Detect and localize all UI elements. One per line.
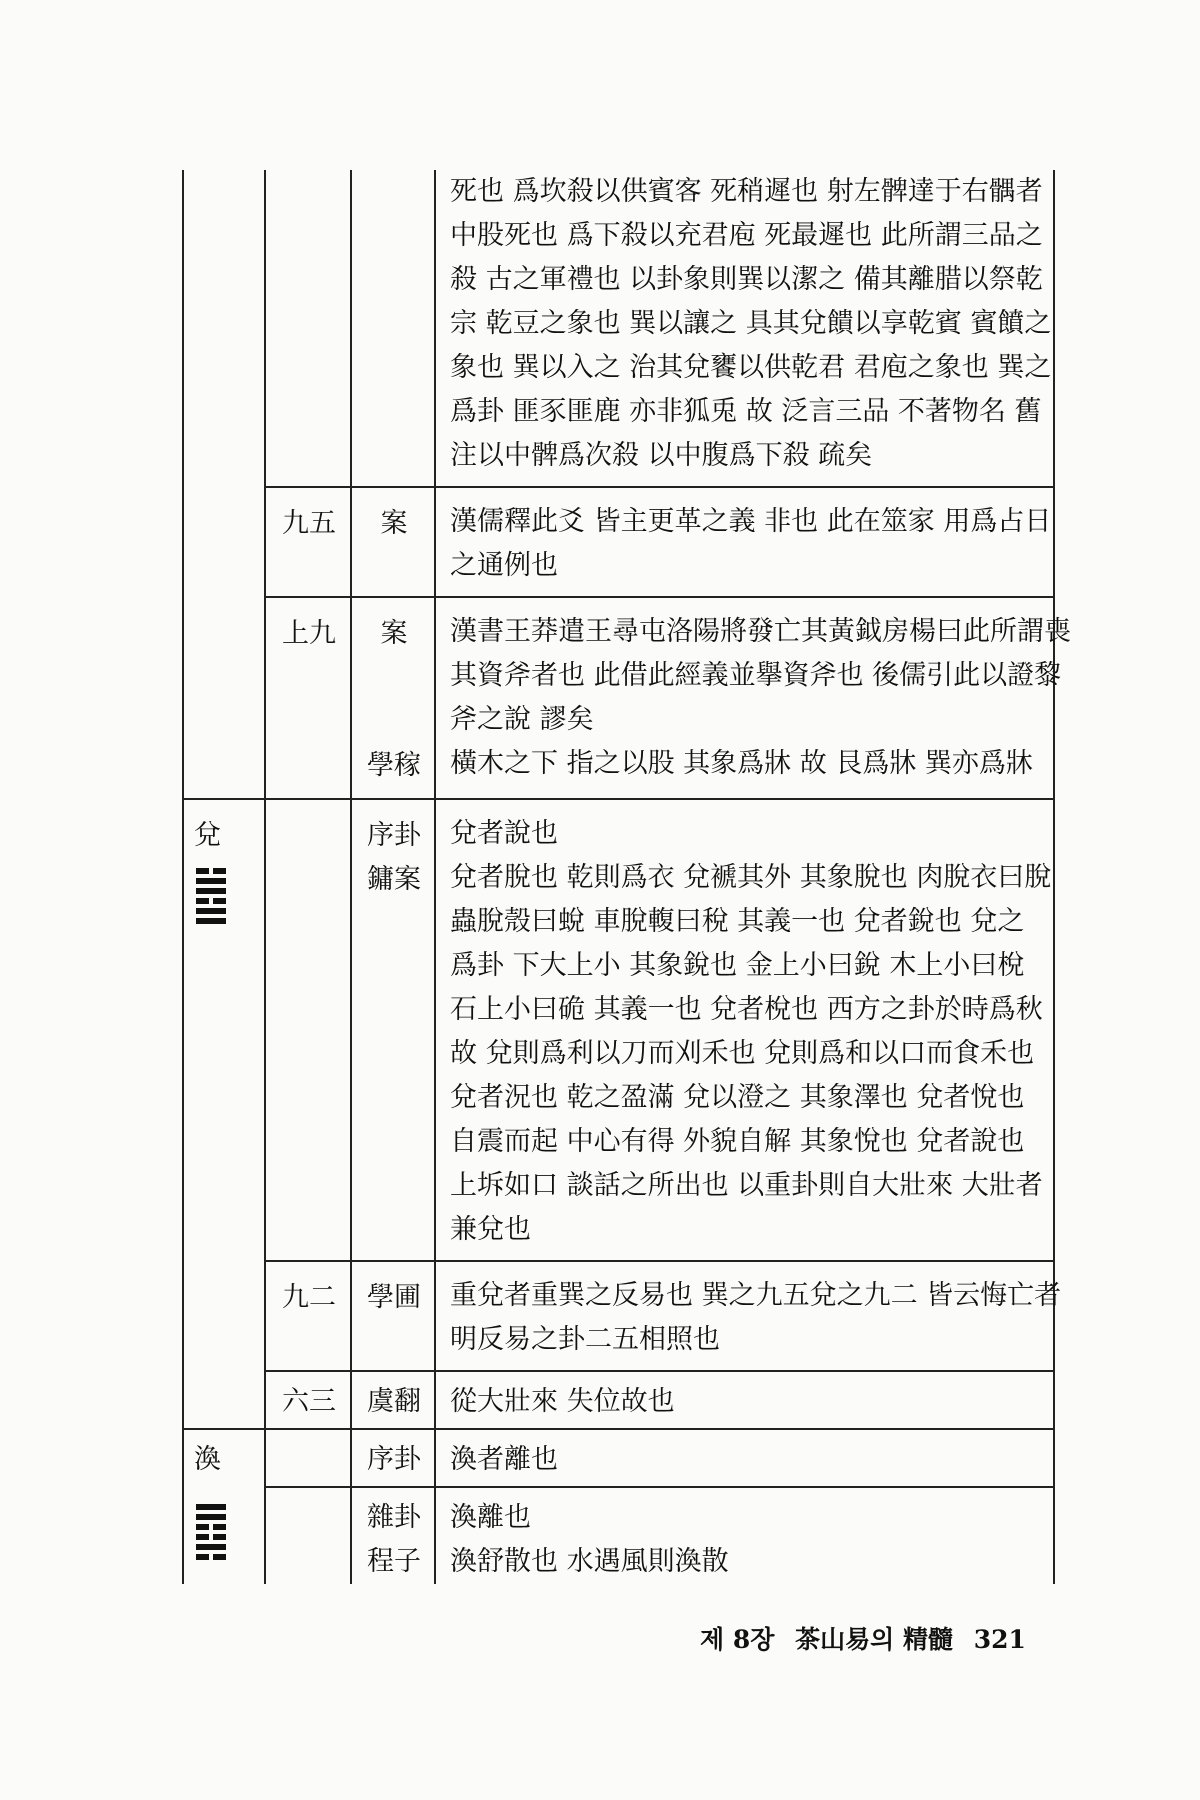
commentary-line: 兌者說也 [450,818,558,849]
commentary-line: 漢書王莽遣王尋屯洛陽將發亡其黃鉞房楊曰此所謂喪 [450,616,1071,647]
commentary-line: 自震而起 中心有得 外貌自解 其象悅也 兌者說也 [450,1126,1025,1157]
source-label: 程子 [367,1546,421,1577]
commentary-line: 故 兌則爲利以刀而刈禾也 兌則爲和以口而食禾也 [450,1038,1035,1069]
table-row [183,597,1054,799]
table-row [183,1261,1054,1371]
commentary-line: 爲卦 匪豕匪鹿 亦非狐兎 故 泛言三品 不著物名 舊 [450,396,1042,427]
source-cell-empty [351,170,435,487]
commentary-line: 石上小曰硊 其義一也 兌者梲也 西方之卦於時爲秋 [450,994,1043,1025]
commentary-table [182,170,1071,1584]
commentary-line: 兌者況也 乾之盈滿 兌以澄之 其象澤也 兌者悅也 [450,1082,1025,1113]
hexagram-dui-icon [196,868,226,924]
table-row [183,487,1054,597]
source-cell [351,1261,435,1371]
table-row [183,1487,1054,1584]
source-label: 序卦 [367,820,421,851]
hexagram-cell [183,1429,265,1584]
source-label: 案 [380,618,408,649]
yao-cell [265,1261,351,1371]
commentary-cell [435,1371,1054,1429]
commentary-line: 兼兌也 [450,1214,531,1245]
source-label: 雜卦 [367,1502,421,1533]
commentary-line: 之通例也 [450,550,558,581]
commentary-line: 注以中髀爲次殺 以中腹爲下殺 疏矣 [450,440,873,471]
commentary-line: 殺 古之軍禮也 以卦象則巽以潔之 備其離腊以祭乾 [450,264,1043,295]
continuation-row [183,170,1054,487]
table-row [183,1429,1054,1487]
source-cell [351,799,435,1261]
commentary-cell [435,1261,1062,1371]
yao-label: 六三 [282,1386,336,1417]
yao-cell-empty [265,799,351,1261]
hexagram-cell [183,799,265,1429]
yao-label: 九二 [282,1282,336,1313]
yao-cell [265,597,351,799]
chapter-title: 茶山易의 精髓 [795,1625,953,1654]
commentary-cell [435,799,1054,1261]
commentary-line: 斧之說 謬矣 [450,704,594,735]
commentary-line: 宗 乾豆之象也 巽以讓之 具其兌饋以享乾賓 賓饙之 [450,308,1052,339]
commentary-line: 從大壯來 失位故也 [450,1386,675,1417]
commentary-line: 渙舒散也 水遇風則渙散 [450,1546,729,1577]
commentary-cell [435,597,1071,799]
source-label: 案 [380,508,408,539]
source-label: 學稼 [367,750,421,781]
source-cell [351,487,435,597]
yao-cell-empty [265,1487,351,1584]
hexagram-cell-empty [183,170,265,487]
hexagram-huan-icon [196,1504,226,1560]
commentary-line: 重兌者重巽之反易也 巽之九五兌之九二 皆云悔亡者 [450,1280,1062,1311]
commentary-line: 死也 爲坎殺以供賓客 死稍遲也 射左髀達于右髃者 [450,176,1043,207]
commentary-line: 渙離也 [450,1502,531,1533]
commentary-line: 渙者離也 [450,1444,558,1475]
commentary-line: 漢儒釋此爻 皆主更革之義 非也 此在筮家 用爲占日 [450,506,1052,537]
commentary-line: 中股死也 爲下殺以充君庖 死最遲也 此所謂三品之 [450,220,1043,251]
hexagram-name: 渙 [194,1444,221,1475]
commentary-line: 上坼如口 談話之所出也 以重卦則自大壯來 大壯者 [450,1170,1043,1201]
source-cell [351,1371,435,1429]
commentary-cell [435,170,1054,487]
yao-cell-empty [265,170,351,487]
source-cell [351,597,435,799]
source-cell [351,1487,435,1584]
commentary-cell [435,1429,1054,1487]
hexagram-name: 兌 [194,820,221,851]
commentary-line: 蟲脫殼曰蛻 車脫輹曰稅 其義一也 兌者銳也 兌之 [450,906,1025,937]
commentary-cell [435,487,1054,597]
source-label: 序卦 [367,1444,421,1475]
table-row [183,1371,1054,1429]
commentary-line: 橫木之下 指之以股 其象爲牀 故 艮爲牀 巽亦爲牀 [450,748,1033,779]
page-footer [700,1620,1038,1656]
yao-cell [265,1371,351,1429]
source-label: 學圃 [367,1282,421,1313]
commentary-line: 明反易之卦二五相照也 [450,1324,720,1355]
commentary-line: 爲卦 下大上小 其象銳也 金上小曰銳 木上小曰梲 [450,950,1025,981]
yao-label: 九五 [282,508,336,539]
commentary-line: 其資斧者也 此借此經義並擧資斧也 後儒引此以證黎 [450,660,1062,691]
yao-label: 上九 [282,618,336,649]
source-label: 虞翻 [367,1386,421,1417]
yao-cell-empty [265,1429,351,1487]
source-label: 鏞案 [367,864,421,895]
yao-cell [265,487,351,597]
page-number: 321 [973,1625,1026,1654]
chapter-label: 제 8장 [700,1625,775,1654]
source-cell [351,1429,435,1487]
commentary-line: 兌者脫也 乾則爲衣 兌褫其外 其象脫也 肉脫衣曰脫 [450,862,1052,893]
commentary-line: 象也 巽以入之 治其兌饔以供乾君 君庖之象也 巽之 [450,352,1052,383]
table-row [183,799,1054,1261]
commentary-cell [435,1487,1054,1584]
